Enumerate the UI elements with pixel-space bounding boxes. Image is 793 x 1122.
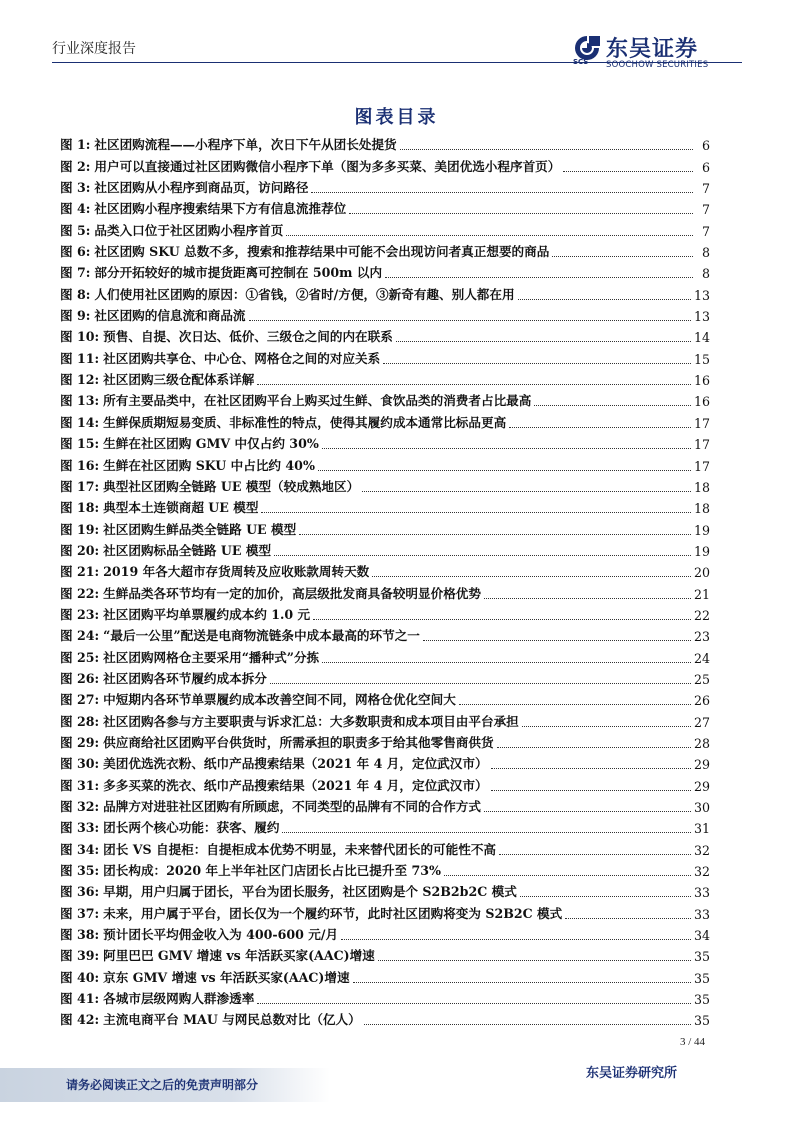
toc-entry-page: 19 [693,522,710,538]
toc-entry[interactable] [60,474,710,495]
toc-leader-dots [349,213,693,214]
toc-leader-dots [364,1024,691,1025]
toc-leader-dots [509,427,691,428]
toc-entry-text: 预售、自提、次日达、低价、三级仓之间的内在联系 [103,329,393,345]
toc-entry-page: 18 [693,501,710,517]
toc-entry[interactable] [60,132,710,153]
toc-entry-page: 8 [701,245,710,261]
toc-entry-label: 图 4: [60,201,91,217]
toc-leader-dots [499,854,691,855]
toc-entry-label: 图 11: [60,350,100,366]
toc-leader-dots [341,939,691,940]
toc-entry-page: 6 [701,138,710,154]
toc-entry-page: 35 [693,970,710,986]
toc-entry-label: 图 24: [60,628,100,644]
toc-leader-dots [318,470,691,471]
toc-entry-label: 图 20: [60,542,100,558]
toc-entry-text: 典型社区团购全链路 UE 模型（较成熟地区） [103,478,360,494]
toc-entry-text: 社区团购的信息流和商品流 [94,308,246,324]
toc-entry-text: 部分开拓较好的城市提货距离可控制在 500m 以内 [94,265,383,281]
toc-leader-dots [353,982,691,983]
toc-entry-label: 图 1: [60,137,91,153]
toc-entry-page: 26 [693,693,710,709]
page-number: 3 / 44 [680,1036,706,1048]
institute-name: 东吴证券研究所 [586,1066,678,1081]
toc-entry-label: 图 5: [60,222,91,238]
toc-entry-page: 21 [693,586,710,602]
toc-entry[interactable] [60,666,710,687]
toc-entry-page: 17 [693,415,710,431]
toc-title: 图表目录 [354,107,439,128]
toc-entry[interactable] [60,324,710,345]
toc-entry-page: 32 [693,864,710,880]
toc-entry[interactable] [60,409,710,430]
toc-leader-dots [257,384,691,385]
toc-entry-text: 预计团长平均佣金收入为 400-600 元/月 [103,927,339,943]
toc-entry[interactable] [60,708,710,729]
toc-entry-page: 35 [693,949,710,965]
toc-entry[interactable] [60,751,710,772]
toc-entry-text: 美团优选洗衣粉、纸巾产品搜索结果（2021 年 4 月，定位武汉市） [103,756,488,772]
toc-entry-page: 31 [693,821,710,837]
toc-entry-page: 7 [701,181,710,197]
toc-entry-text: 各城市层级网购人群渗透率 [103,991,255,1007]
toc-entry[interactable] [60,986,710,1007]
toc-entry-text: 社区团购从小程序到商品页，访问路径 [94,180,309,196]
toc-entry-text: 京东 GMV 增速 vs 年活跃买家(AAC)增速 [103,969,350,985]
toc-leader-dots [520,896,691,897]
toc-leader-dots [522,726,691,727]
toc-entry[interactable] [60,943,710,964]
report-type-label: 行业深度报告 [52,41,136,57]
logo-name-en: SOOCHOW SECURITIES [606,60,709,70]
toc-entry-label: 图 23: [60,606,100,622]
toc-entry-label: 图 15: [60,436,100,452]
toc-entry-label: 图 42: [60,1012,100,1028]
toc-entry-label: 图 25: [60,649,100,665]
toc-entry-text: 生鲜保质期短易变质、非标准性的特点，使得其履约成本通常比标品更高 [103,414,507,430]
toc-entry-page: 33 [693,885,710,901]
toc-entry-label: 图 13: [60,393,100,409]
toc-entry-page: 16 [693,394,710,410]
toc-entry-label: 图 19: [60,521,100,537]
toc-entry-text: “最后一公里”配送是电商物流链条中成本最高的环节之一 [103,628,420,644]
toc-leader-dots [282,832,691,833]
toc-entry-text: 供应商给社区团购平台供货时，所需承担的职责多于给其他零售商供货 [103,734,494,750]
toc-leader-dots [497,747,691,748]
toc-entry-label: 图 2: [60,158,91,174]
toc-entry-label: 图 34: [60,841,100,857]
toc-entry[interactable] [60,367,710,388]
toc-entry-label: 图 6: [60,244,91,260]
toc-entry-text: 社区团购网格仓主要采用“播种式”分拣 [103,649,320,665]
toc-entry-label: 图 27: [60,692,100,708]
toc-entry-label: 图 35: [60,863,100,879]
toc-leader-dots [552,256,693,257]
toc-entry[interactable] [60,772,710,793]
toc-leader-dots [286,235,693,236]
toc-entry-text: 2019 年各大超市存货周转及应收账款周转天数 [103,564,370,580]
toc-entry-text: 社区团购各参与方主要职责与诉求汇总：大多数职责和成本项目由平台承担 [103,713,519,729]
toc-entry-label: 图 31: [60,777,100,793]
toc-leader-dots [311,192,693,193]
toc-entry[interactable] [60,345,710,366]
toc-entry-label: 图 14: [60,414,100,430]
toc-entry-page: 34 [693,928,710,944]
toc-entry-page: 20 [693,565,710,581]
toc-entry-page: 18 [693,479,710,495]
toc-entry-page: 22 [693,607,710,623]
toc-entry-label: 图 32: [60,799,100,814]
toc-entry-label: 图 22: [60,585,100,601]
toc-leader-dots [484,598,691,599]
toc-entry-page: 29 [693,778,710,794]
toc-entry[interactable] [60,836,710,857]
toc-leader-dots [313,619,691,620]
toc-entry-text: 社区团购平均单票履约成本约 1.0 元 [103,606,311,622]
toc-entry-label: 图 26: [60,670,100,686]
toc-entry[interactable] [60,964,710,985]
toc-leader-dots [372,576,691,577]
toc-entry-text: 品类入口位于社区团购小程序首页 [94,222,284,238]
toc-entry[interactable] [60,922,710,943]
toc-entry-page: 35 [693,1013,710,1029]
toc-entry-label: 图 38: [60,927,100,943]
toc-entry-label: 图 17: [60,478,100,494]
toc-leader-dots [299,534,691,535]
logo-abbreviation: SCS [573,58,589,66]
toc-entry-text: 阿里巴巴 GMV 增速 vs 年活跃买家(AAC)增速 [103,948,375,964]
toc-entry-page: 17 [693,458,710,474]
toc-entry-text: 社区团购共享仓、中心仓、网格仓之间的对应关系 [103,350,381,366]
toc-entry[interactable] [60,516,710,537]
toc-entry[interactable] [60,260,710,281]
toc-leader-dots [378,960,691,961]
logo-name-cn: 东吴证券 [606,37,699,62]
toc-entry-text: 早期，用户归属于团长，平台为团长服务，社区团购是个 S2B2b2C 模式 [103,884,517,900]
toc-entry-label: 图 39: [60,948,100,964]
toc-entry[interactable] [60,196,710,217]
toc-entry-label: 图 37: [60,905,100,921]
toc-leader-dots [444,875,691,876]
toc-leader-dots [423,640,691,641]
toc-entry-label: 图 10: [60,329,100,345]
toc-entry[interactable] [60,879,710,900]
toc-entry-label: 图 12: [60,372,100,388]
toc-entry-page: 14 [693,330,710,346]
toc-entry-text: 典型本土连锁商超 UE 模型 [103,500,259,516]
header-divider [52,62,742,63]
toc-entry-text: 社区团购三级仓配体系详解 [103,372,255,388]
toc-entry[interactable] [60,239,710,260]
toc-entry-page: 6 [701,159,710,175]
toc-entry-page: 27 [693,714,710,730]
toc-list [60,132,710,1028]
toc-entry[interactable] [60,431,710,452]
toc-entry-label: 图 9: [60,308,91,324]
toc-entry-page: 28 [693,735,710,751]
toc-leader-dots [563,171,693,172]
toc-entry-page: 32 [693,842,710,858]
toc-entry-page: 19 [693,543,710,559]
toc-leader-dots [491,790,691,791]
toc-entry-text: 团长 VS 自提柜：自提柜成本优势不明显，未来替代团长的可能性不高 [103,841,497,857]
toc-leader-dots [322,448,691,449]
toc-leader-dots [249,320,691,321]
toc-entry-label: 图 28: [60,713,100,729]
toc-entry-label: 图 3: [60,180,91,196]
toc-leader-dots [534,405,691,406]
toc-entry-text: 未来，用户属于平台，团长仅为一个履约环节，此时社区团购将变为 S2B2C 模式 [103,905,563,921]
toc-entry-page: 13 [693,287,710,303]
toc-entry-text: 所有主要品类中，在社区团购平台上购买过生鲜、食饮品类的消费者占比最高 [103,393,532,409]
toc-leader-dots [383,363,691,364]
toc-entry-label: 图 8: [60,286,91,302]
toc-leader-dots [459,704,691,705]
toc-entry-label: 图 16: [60,457,100,473]
toc-entry-label: 图 29: [60,734,100,750]
toc-leader-dots [518,299,691,300]
toc-entry-label: 图 40: [60,969,100,985]
toc-entry-page: 13 [693,309,710,325]
toc-entry-text: 社区团购流程——小程序下单，次日下午从团长处提货 [94,137,397,153]
toc-entry-text: 社区团购各环节履约成本拆分 [103,670,267,686]
toc-entry-text: 主流电商平台 MAU 与网民总数对比（亿人） [103,1012,361,1028]
toc-leader-dots [400,149,693,150]
toc-leader-dots [385,277,693,278]
toc-entry-page: 35 [693,992,710,1008]
toc-entry-text: 社区团购 SKU 总数不多，搜索和推荐结果中可能不会出现访问者真正想要的商品 [94,244,550,260]
toc-entry[interactable] [60,623,710,644]
toc-entry-text: 生鲜在社区团购 GMV 中仅占约 30% [103,436,319,452]
toc-entry-page: 33 [693,906,710,922]
toc-entry-page: 29 [693,757,710,773]
toc-entry[interactable] [60,900,710,921]
toc-leader-dots [491,768,691,769]
toc-entry-page: 7 [701,223,710,239]
toc-entry-page: 8 [701,266,710,282]
disclaimer-text: 请务必阅读正文之后的免责声明部分 [66,1078,259,1092]
toc-entry[interactable] [60,687,710,708]
toc-entry-page: 25 [693,671,710,687]
toc-leader-dots [257,1003,691,1004]
toc-entry[interactable] [60,815,710,836]
toc-entry-text: 多多买菜的洗衣、纸巾产品搜索结果（2021 年 4 月，定位武汉市） [103,777,488,793]
toc-entry-text: 生鲜品类各环节均有一定的加价，高层级批发商具备较明显价格优势 [103,585,481,601]
toc-entry-text: 社区团购小程序搜索结果下方有信息流推荐位 [94,201,347,217]
toc-entry-label: 图 33: [60,820,100,836]
toc-leader-dots [362,491,691,492]
toc-entry-page: 30 [693,800,710,815]
toc-entry-label: 图 30: [60,756,100,772]
toc-entry-text: 生鲜在社区团购 SKU 中占比约 40% [103,457,315,473]
toc-entry-page: 17 [693,437,710,453]
toc-entry-text: 社区团购标品全链路 UE 模型 [103,542,272,558]
toc-entry-label: 图 41: [60,991,100,1007]
toc-entry-label: 图 7: [60,265,91,281]
toc-entry[interactable] [60,388,710,409]
toc-leader-dots [484,811,691,812]
toc-entry[interactable] [60,580,710,601]
toc-entry[interactable] [60,495,710,516]
toc-entry[interactable] [60,281,710,302]
toc-leader-dots [565,918,691,919]
toc-entry-page: 7 [701,202,710,218]
toc-entry-text: 团长两个核心功能：获客、履约 [103,820,280,836]
toc-leader-dots [274,555,691,556]
toc-entry-text: 中短期内各环节单票履约成本改善空间不同，网格仓优化空间大 [103,692,456,708]
toc-entry-page: 15 [693,351,710,367]
toc-leader-dots [261,512,691,513]
toc-leader-dots [396,341,691,342]
toc-entry[interactable] [60,538,710,559]
toc-leader-dots [270,683,691,684]
toc-entry[interactable] [60,858,710,879]
toc-entry[interactable] [60,303,710,324]
toc-entry-label: 图 36: [60,884,100,900]
toc-entry[interactable] [60,602,710,623]
toc-entry[interactable] [60,794,710,815]
toc-entry[interactable] [60,153,710,174]
toc-entry-text: 人们使用社区团购的原因：①省钱，②省时/方便，③新奇有趣、别人都在用 [94,286,515,302]
toc-entry-text: 社区团购生鲜品类全链路 UE 模型 [103,521,297,537]
toc-entry[interactable] [60,644,710,665]
toc-entry-label: 图 18: [60,500,100,516]
toc-entry[interactable] [60,559,710,580]
toc-entry-label: 图 21: [60,564,100,580]
toc-entry-text: 用户可以直接通过社区团购微信小程序下单（图为多多买菜、美团优选小程序首页） [94,158,561,174]
toc-leader-dots [322,662,691,663]
toc-entry-page: 16 [693,373,710,389]
toc-entry[interactable] [60,217,710,238]
toc-entry-page: 23 [693,629,710,645]
toc-entry-text: 团长构成：2020 年上半年社区门店团长占比已提升至 73% [103,863,441,879]
toc-entry[interactable] [60,452,710,473]
toc-entry[interactable] [60,730,710,751]
toc-entry[interactable] [60,175,710,196]
toc-entry[interactable] [60,1007,710,1028]
toc-entry-page: 24 [693,650,710,666]
toc-entry-text: 品牌方对进驻社区团购有所顾虑，不同类型的品牌有不同的合作方式 [103,799,481,814]
